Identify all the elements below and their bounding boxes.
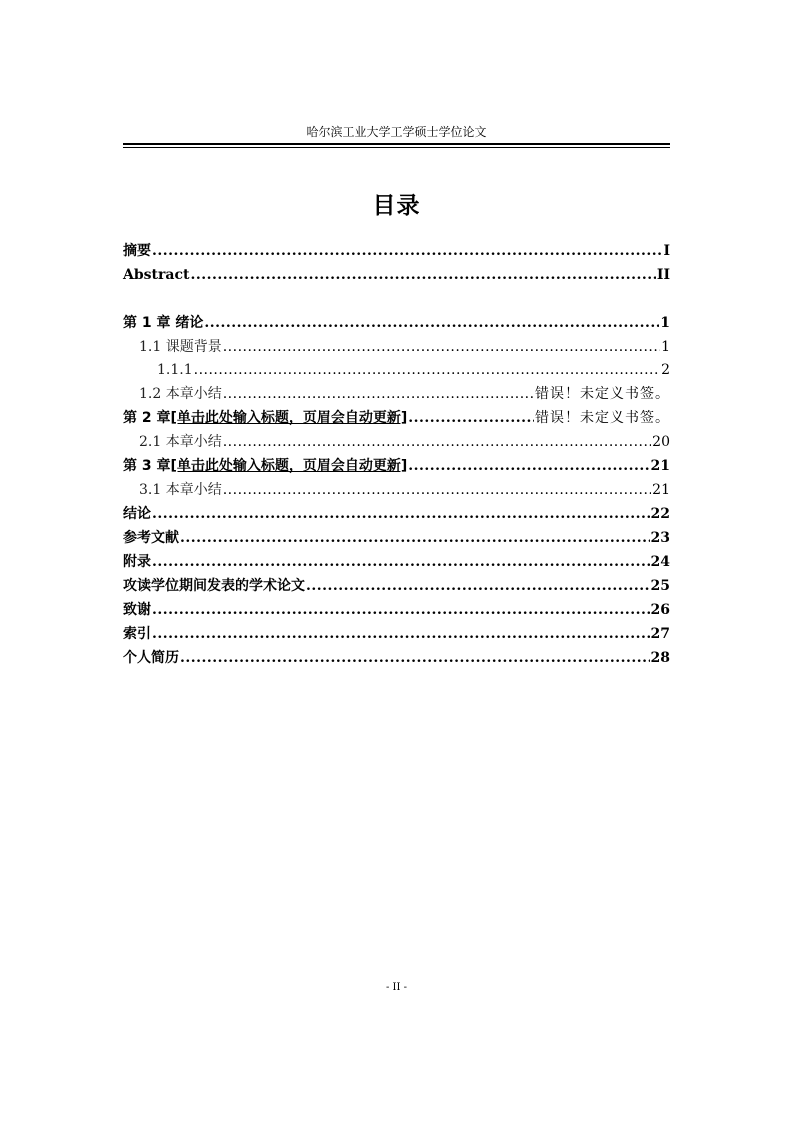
toc-entry-label: 摘要 — [123, 243, 151, 259]
toc-entry-section-1-1-1[interactable] — [123, 359, 670, 381]
toc-entry-label: 附录 — [123, 554, 151, 570]
toc-page-number: 22 — [650, 506, 670, 522]
toc-title: 目录 — [372, 193, 421, 219]
toc-entry-section-1-1[interactable] — [123, 336, 670, 358]
toc-page-number: 21 — [650, 458, 670, 474]
toc-entry-label: 索引 — [123, 626, 151, 642]
header-rule-thick — [123, 143, 670, 145]
toc-page-number: 28 — [650, 650, 670, 666]
toc-page-number: 2 — [661, 362, 670, 378]
toc-entry-label: 1.1 课题背景 — [139, 339, 222, 355]
toc-entry-conclusion[interactable] — [123, 503, 670, 525]
toc-entry-label: 个人简历 — [123, 650, 179, 666]
dot-leader — [152, 551, 650, 573]
dot-leader — [223, 479, 651, 501]
dot-leader — [152, 623, 650, 645]
dot-leader — [180, 647, 650, 669]
toc-chapter-prefix: 第 3 章 — [123, 458, 171, 474]
dot-leader — [204, 312, 659, 334]
dot-leader — [223, 336, 660, 358]
toc-page-number: 20 — [652, 434, 670, 450]
toc-entry-acknowledgements[interactable] — [123, 599, 670, 621]
toc-page-number: 1 — [661, 339, 670, 355]
dot-leader — [152, 240, 662, 262]
toc-entry-publications[interactable] — [123, 575, 670, 597]
toc-entry-section-3-1[interactable] — [123, 479, 670, 501]
toc-entry-label: 结论 — [123, 506, 151, 522]
running-header: 哈尔滨工业大学工学硕士学位论文 — [306, 125, 487, 139]
toc-entry-label: Abstract — [123, 267, 190, 283]
toc-page-number: 27 — [650, 626, 670, 642]
toc-error-text: 错误！未定义书签。 — [535, 410, 670, 426]
toc-page-number: 1 — [660, 315, 670, 331]
toc-entry-label: 3.1 本章小结 — [139, 482, 222, 498]
toc-title-placeholder-link[interactable]: [单击此处输入标题，页眉会自动更新] — [170, 458, 408, 474]
toc-entry-label: 参考文献 — [123, 530, 179, 546]
toc-page-number: 26 — [650, 602, 670, 618]
toc-entry-appendix[interactable] — [123, 551, 670, 573]
toc-entry-abstract-cn[interactable] — [123, 240, 670, 262]
toc-page-number: 24 — [650, 554, 670, 570]
page-number-footer: - II - — [385, 982, 407, 993]
dot-leader — [223, 383, 534, 405]
toc-entry-chapter-1[interactable] — [123, 312, 670, 334]
toc-chapter-prefix: 第 2 章 — [123, 410, 171, 426]
toc-entry-label: 2.1 本章小结 — [139, 434, 222, 450]
dot-leader — [408, 407, 534, 429]
toc-entry-index[interactable] — [123, 623, 670, 645]
toc-title-placeholder-link[interactable]: [单击此处输入标题，页眉会自动更新] — [170, 410, 408, 426]
toc-entry-resume[interactable] — [123, 647, 670, 669]
toc-entry-label: 第 1 章 绪论 — [123, 315, 204, 331]
dot-leader — [194, 359, 660, 381]
dot-leader — [190, 264, 655, 286]
toc-page-number: II — [656, 267, 670, 283]
dot-leader — [180, 527, 650, 549]
toc-entry-label: 致谢 — [123, 602, 151, 618]
toc-error-text: 错误！未定义书签。 — [535, 386, 670, 402]
toc-page-number: 21 — [652, 482, 670, 498]
toc-entry-chapter-2[interactable] — [123, 407, 670, 429]
toc-page-number: 25 — [650, 578, 670, 594]
toc-entry-chapter-3[interactable] — [123, 455, 670, 477]
dot-leader — [152, 503, 650, 525]
toc-entry-references[interactable] — [123, 527, 670, 549]
dot-leader — [408, 455, 649, 477]
toc-entry-section-2-1[interactable] — [123, 431, 670, 453]
toc-entry-label: 1.2 本章小结 — [139, 386, 222, 402]
dot-leader — [223, 431, 651, 453]
toc-entry-label: 1.1.1 — [157, 362, 193, 378]
toc-page-number: 23 — [650, 530, 670, 546]
dot-leader — [306, 575, 650, 597]
toc-entry-abstract-en[interactable] — [123, 264, 670, 286]
toc-page-number: I — [663, 243, 670, 259]
toc-entry-label: 攻读学位期间发表的学术论文 — [123, 578, 305, 594]
dot-leader — [152, 599, 650, 621]
header-rule-thin — [123, 147, 670, 148]
toc-entry-section-1-2[interactable] — [123, 383, 670, 405]
